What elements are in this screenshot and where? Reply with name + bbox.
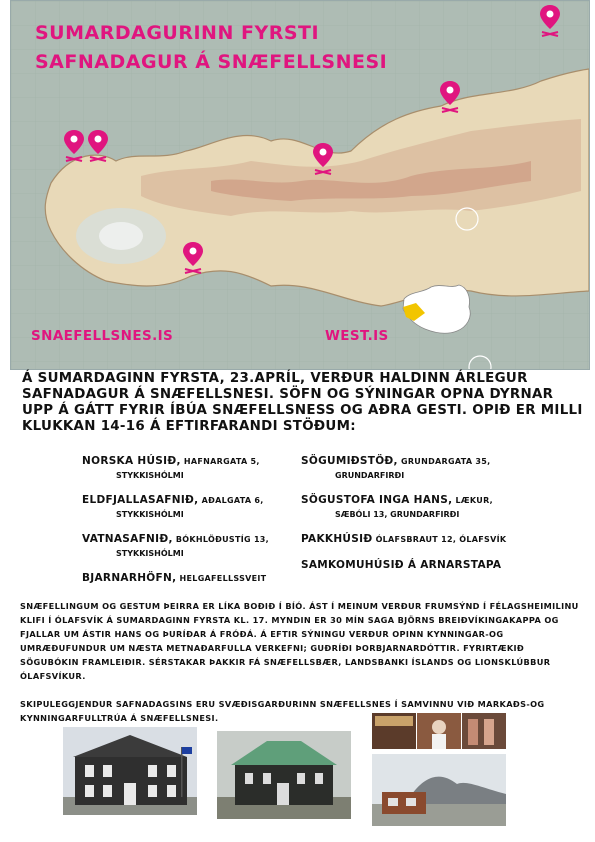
map-pin-icon: [88, 130, 108, 164]
venue-town: GRUNDARFIRÐI: [335, 471, 405, 480]
venue-town: STYKKISHÓLMI: [116, 471, 184, 480]
map-image: [10, 0, 590, 370]
map-pin-icon: [540, 5, 560, 39]
map-pin-icon: [440, 81, 460, 115]
map-pin-icon: [313, 143, 333, 177]
venue-town: SÆBÓLI 13, GRUNDARFIRÐI: [335, 510, 460, 519]
intro-text: [22, 371, 588, 435]
venue-name: SAMKOMUHÚSIÐ Á ARNARSTAPA: [301, 559, 502, 571]
venue-item: [301, 455, 561, 482]
photo-norska-husid: [63, 727, 197, 815]
map-pin-icon: [183, 242, 203, 276]
photo-collage-strip: [372, 713, 506, 749]
west-link[interactable]: WEST.IS: [325, 328, 389, 344]
venue-name: SÖGUMIÐSTÖÐ,: [301, 455, 398, 467]
venue-town: STYKKISHÓLMI: [116, 510, 184, 519]
venue-item: [301, 559, 561, 573]
intro-paragraph: Á SUMARDAGINN FYRSTA, 23.APRÍL, VERÐUR HALDINN ÁRLEGUR SAFNADAGUR Á SNÆFELLSNESI. SÖFN OG SÝNINGAR OPNA DYRNAR UPP Á GÁTT FYRIR ÍBÚA SNÆFELLSNESS OG AÐRA GESTI. OPIÐ ER MILLI KLUKKAN 14-16 Á EFTIRFARANDI STÖÐUM:: [22, 371, 583, 434]
photo-green-roof-house: [217, 731, 351, 819]
venue-name: ELDFJALLASAFNIÐ,: [82, 494, 199, 506]
venue-name: BJARNARHÖFN,: [82, 572, 177, 584]
venue-address: HAFNARGATA 5,: [183, 457, 260, 466]
photo-museum-building: [372, 754, 506, 826]
venue-address: ÓLAFSBRAUT 12, ÓLAFSVÍK: [375, 535, 507, 544]
venue-address: GRUNDARGATA 35,: [400, 457, 491, 466]
cinema-paragraph: SNÆFELLINGUM OG GESTUM ÞEIRRA ER LÍKA BOÐIÐ Í BÍÓ. ÁST Í MEINUM VERÐUR FRUMSÝND Í FÉLAGSHEIMILINU KLIFI Í ÓLAFSVÍK Á SUMARDAGINN FYRSTA KL. 17. MYNDIN ER 30 MÍN SAGA BJÖRNS BREIÐVÍKINGAKAPPA OG FJALLAR UM ÁSTIR HANS OG ÞURÍÐAR Á FRÓÐÁ. Á EFTIR SÝNINGU VERÐUR OPINN KYNNINGAR-OG UMRÆÐUFUNDUR UM NÆSTA METNAÐARFULLA VERKEFNI; GUÐRÍÐI ÞORBJARNARDÓTTIR. FYRIRTÆKIÐ SÖGUBÓKIN FRAMLEIÐIR. SÉRSTAKAR ÞAKKIR FÁ SNÆFELLSBÆR, LANDSBANKI ÍSLANDS OG LIONSKLÚBBUR ÓLAFSVÍKUR.: [20, 601, 579, 681]
venue-name: SÖGUSTOFA INGA HANS,: [301, 494, 453, 506]
venue-address: LÆKUR,: [455, 496, 494, 505]
map-pin-icon: [64, 130, 84, 164]
map-title-line2: SAFNADAGUR Á SNÆFELLSNESI: [35, 51, 388, 73]
organizers-paragraph: SKIPULEGGJENDUR SAFNADAGSINS ERU SVÆÐISGARÐURINN SNÆFELLSNES Í SAMVINNU VIÐ MARKAÐS-OG KYNNINGARFULLTRÚA Á SNÆFELLSNESI.: [20, 699, 545, 723]
venue-item: [301, 533, 561, 547]
venue-name: PAKKHÚSIÐ: [301, 533, 373, 545]
venue-name: VATNASAFNIÐ,: [82, 533, 173, 545]
snaefellsnes-link[interactable]: SNAEFELLSNES.IS: [31, 328, 174, 344]
venue-address: BÓKHLÖÐUSTÍG 13,: [175, 535, 270, 544]
venue-town: STYKKISHÓLMI: [116, 549, 184, 558]
map-title-line1: SUMARDAGURINN FYRSTI: [35, 22, 320, 44]
venue-address: HELGAFELLSSVEIT: [179, 574, 267, 583]
venue-address: AÐALGATA 6,: [201, 496, 264, 505]
venue-name: NORSKA HÚSIÐ,: [82, 455, 181, 467]
venue-item: [301, 494, 561, 521]
venue-list-right: [301, 455, 561, 585]
